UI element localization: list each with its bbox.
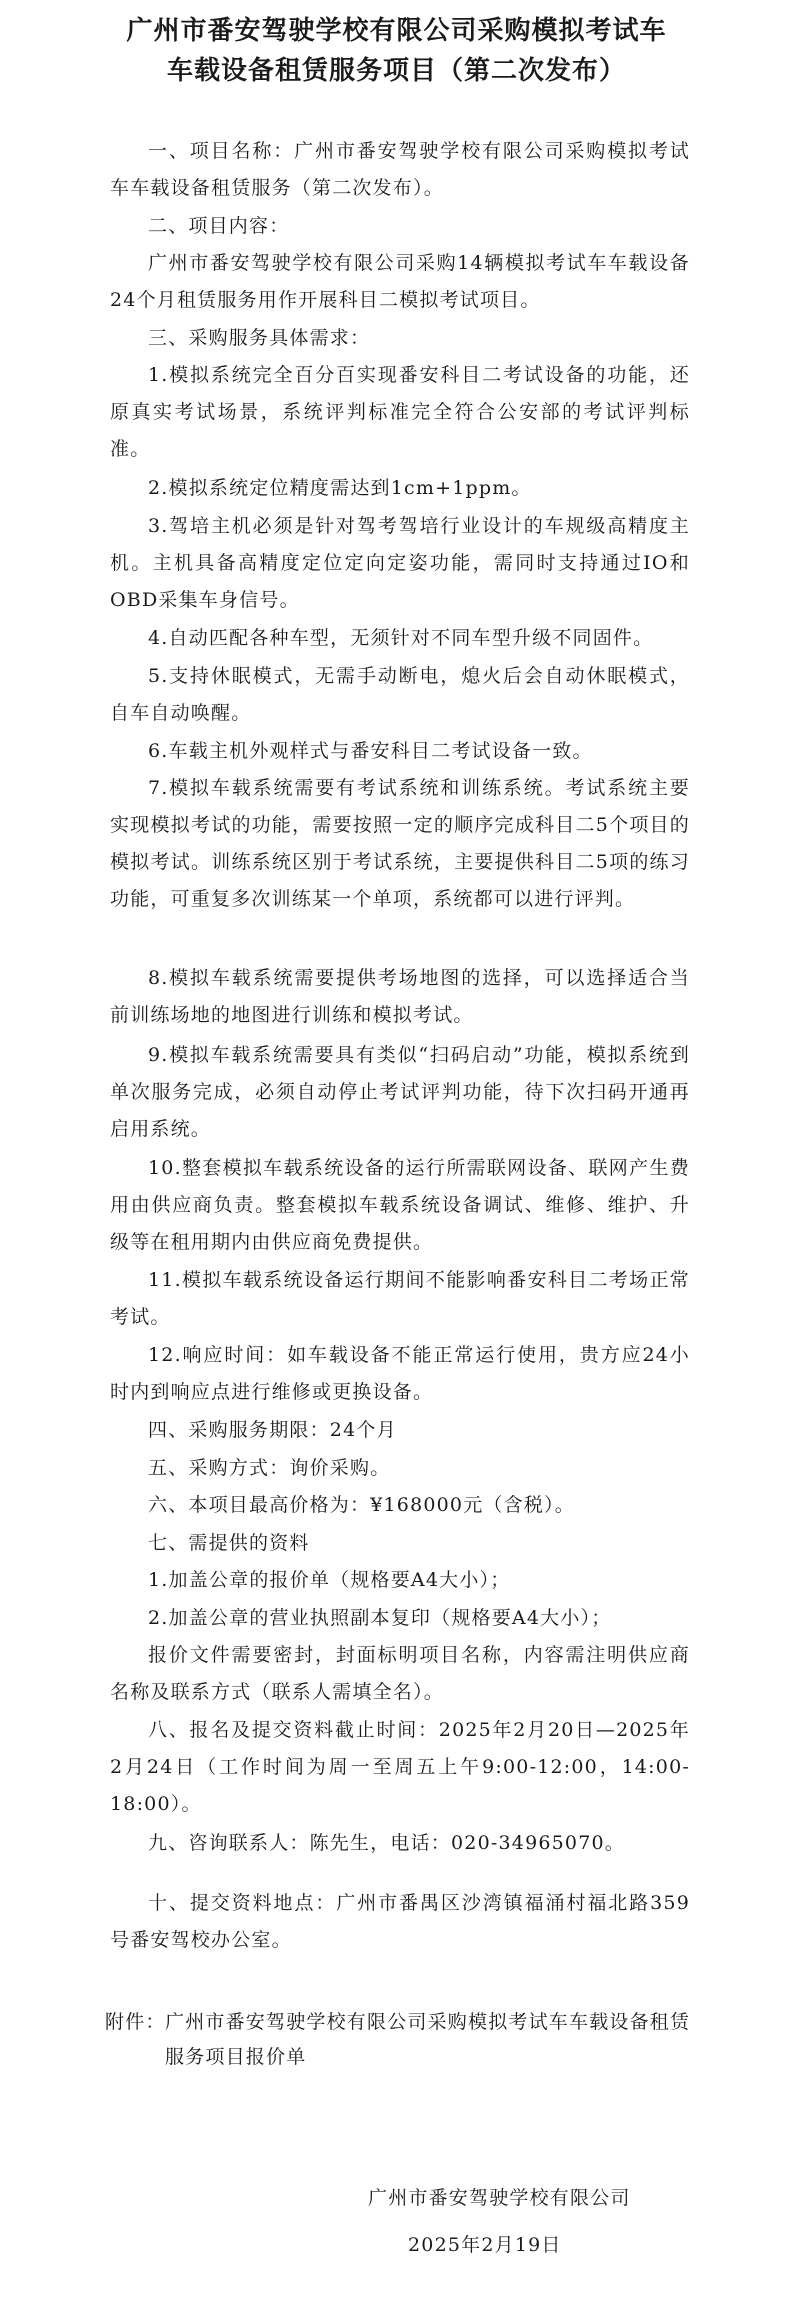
- requirement-7: 7.模拟车载系统需要有考试系统和训练系统。考试系统主要实现模拟考试的功能，需要按照一定的顺序完成科目二5个项目的模拟考试。训练系统区别于考试系统，主要提供科目二5项的练习功能，可重复多次训练某一个单项，系统都可以进行评判。: [110, 777, 690, 910]
- requirements-heading: 三、采购服务具体需求：: [148, 327, 371, 349]
- project-content-heading: 二、项目内容：: [148, 215, 290, 237]
- procurement-method: 五、采购方式：询价采购。: [148, 1457, 391, 1479]
- requirement-11: 11.模拟车载系统设备运行期间不能影响番安科目二考场正常考试。: [110, 1269, 690, 1328]
- requirement-9: 9.模拟车载系统需要具有类似“扫码启动”功能，模拟系统到单次服务完成，必须自动停止考试评判功能，待下次扫码开通再启用系统。: [110, 1044, 690, 1140]
- document-title-line-2: 车载设备租赁服务项目（第二次发布）: [166, 56, 626, 86]
- submission-location: 十、提交资料地点：广州市番禺区沙湾镇福涌村福北路359号番安驾校办公室。: [110, 1892, 690, 1951]
- requirement-2: 2.模拟系统定位精度需达到1cm+1ppm。: [148, 477, 532, 499]
- project-name-paragraph: 一、项目名称：广州市番安驾驶学校有限公司采购模拟考试车车载设备租赁服务（第二次发布）。: [110, 140, 690, 199]
- sealing-instruction: 报价文件需要密封，封面标明项目名称，内容需注明供应商名称及联系方式（联系人需填全名）。: [110, 1644, 690, 1703]
- attachment-text: 广州市番安驾驶学校有限公司采购模拟考试车车载设备租赁服务项目报价单: [165, 2011, 691, 2068]
- attachment-block: [105, 2005, 700, 2075]
- requirement-5: 5.支持休眠模式，无需手动断电，熄火后会自动休眠模式，自车自动唤醒。: [110, 665, 690, 724]
- attachment-label: 附件：: [105, 2011, 166, 2033]
- material-2: 2.加盖公章的营业执照副本复印（规格要A4大小）；: [148, 1607, 612, 1629]
- signature-company: 广州市番安驾驶学校有限公司: [368, 2187, 631, 2209]
- requirement-3: 3.驾培主机必须是针对驾考驾培行业设计的车规级高精度主机。主机具备高精度定位定向定姿功能，需同时支持通过IO和OBD采集车身信号。: [110, 515, 690, 611]
- contact-paragraph: 九、咨询联系人：陈先生，电话：020-34965070。: [148, 1832, 625, 1854]
- requirement-4: 4.自动匹配各种车型，无须针对不同车型升级不同固件。: [148, 627, 654, 649]
- max-price: 六、本项目最高价格为：¥168000元（含税）。: [148, 1494, 575, 1516]
- materials-heading: 七、需提供的资料: [148, 1532, 310, 1554]
- requirement-1: 1.模拟系统完全百分百实现番安科目二考试设备的功能，还原真实考试场景，系统评判标准完全符合公安部的考试评判标准。: [110, 364, 690, 460]
- project-content-paragraph: 广州市番安驾驶学校有限公司采购14辆模拟考试车车载设备24个月租赁服务用作开展科目二模拟考试项目。: [110, 252, 690, 311]
- signature-date: 2025年2月19日: [408, 2234, 562, 2256]
- requirement-12: 12.响应时间：如车载设备不能正常运行使用，贵方应24小时内到响应点进行维修或更换设备。: [110, 1344, 690, 1403]
- requirement-10: 10.整套模拟车载系统设备的运行所需联网设备、联网产生费用由供应商负责。整套模拟车载系统设备调试、维修、维护、升级等在租用期内由供应商免费提供。: [110, 1157, 690, 1253]
- deadline-paragraph: 八、报名及提交资料截止时间：2025年2月20日—2025年2月24日（工作时间为周一至周五上午9:00-12:00，14:00-18:00）。: [110, 1719, 690, 1815]
- document-title-line-1: 广州市番安驾驶学校有限公司采购模拟考试车: [126, 16, 667, 46]
- requirement-8: 8.模拟车载系统需要提供考场地图的选择，可以选择适合当前训练场地的地图进行训练和模拟考试。: [110, 967, 690, 1026]
- requirement-6: 6.车载主机外观样式与番安科目二考试设备一致。: [148, 740, 593, 762]
- material-1: 1.加盖公章的报价单（规格要A4大小）；: [148, 1569, 511, 1591]
- service-period: 四、采购服务期限：24个月: [148, 1419, 397, 1441]
